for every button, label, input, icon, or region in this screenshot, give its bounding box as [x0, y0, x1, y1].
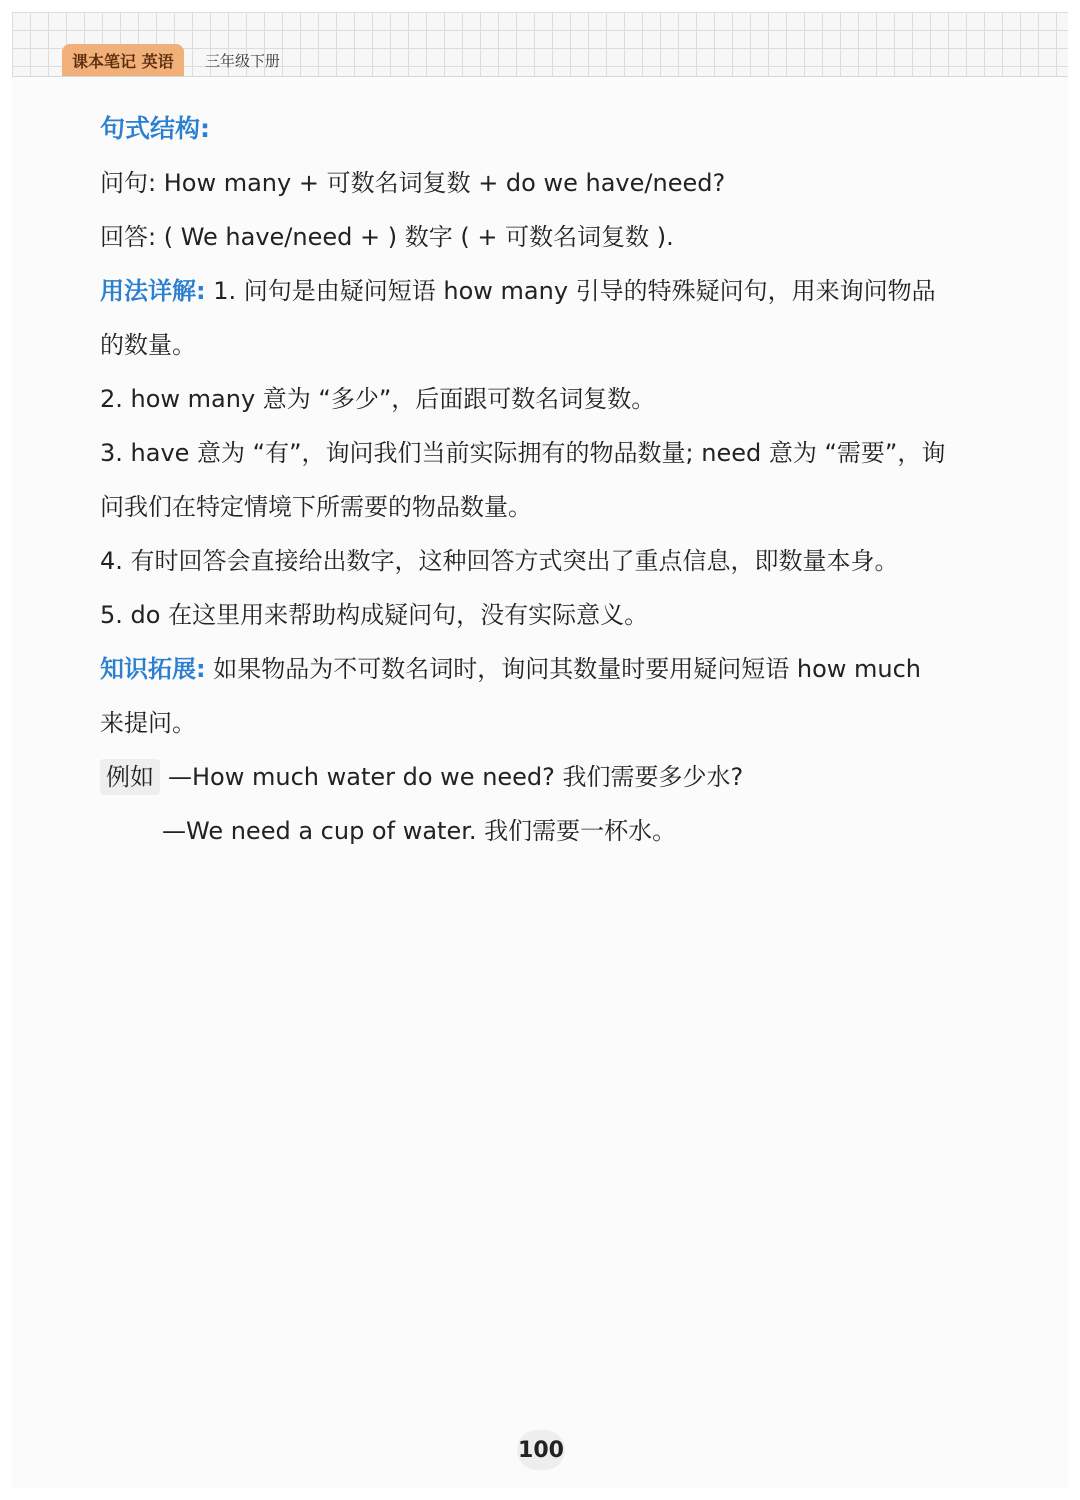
answer-pattern: 回答: ( We have/need + ) 数字 ( + 可数名词复数 ). — [100, 223, 674, 251]
extension-line — [100, 642, 1000, 696]
usage-point-4: 4. 有时回答会直接给出数字，这种回答方式突出了重点信息，即数量本身。 — [100, 547, 899, 575]
usage-heading: 用法详解: — [100, 277, 206, 305]
page-number: 100 — [517, 1430, 565, 1470]
extension-text: 如果物品为不可数名词时，询问其数量时要用疑问短语 how much — [205, 655, 922, 683]
usage-point-3-continued: 问我们在特定情境下所需要的物品数量。 — [100, 493, 532, 521]
example-question: —How much water do we need? 我们需要多少水? — [168, 763, 744, 791]
usage-point-1-continued: 的数量。 — [100, 331, 196, 359]
page-content — [100, 102, 1000, 858]
grade-label: 三年级下册 — [205, 52, 281, 70]
usage-line-1 — [100, 264, 1000, 318]
structure-heading: 句式结构: — [100, 114, 210, 143]
extension-text-continued: 来提问。 — [100, 709, 196, 737]
usage-point-3: 3. have 意为 “有”，询问我们当前实际拥有的物品数量; need 意为 “需要”，询 — [100, 439, 946, 467]
book-title-tab: 课本笔记 英语 — [62, 44, 184, 76]
question-pattern: 问句: How many + 可数名词复数 + do we have/need? — [100, 169, 726, 197]
example-answer: —We need a cup of water. 我们需要一杯水。 — [162, 817, 677, 845]
usage-point-1: 1. 问句是由疑问短语 how many 引导的特殊疑问句，用来询问物品 — [205, 277, 936, 305]
usage-point-5: 5. do 在这里用来帮助构成疑问句，没有实际意义。 — [100, 601, 649, 629]
usage-point-2: 2. how many 意为 “多少”，后面跟可数名词复数。 — [100, 385, 656, 413]
structure-heading-line — [100, 102, 1000, 156]
extension-heading: 知识拓展: — [100, 655, 206, 683]
example-label: 例如 — [100, 759, 160, 795]
example-question-line — [100, 750, 1000, 804]
